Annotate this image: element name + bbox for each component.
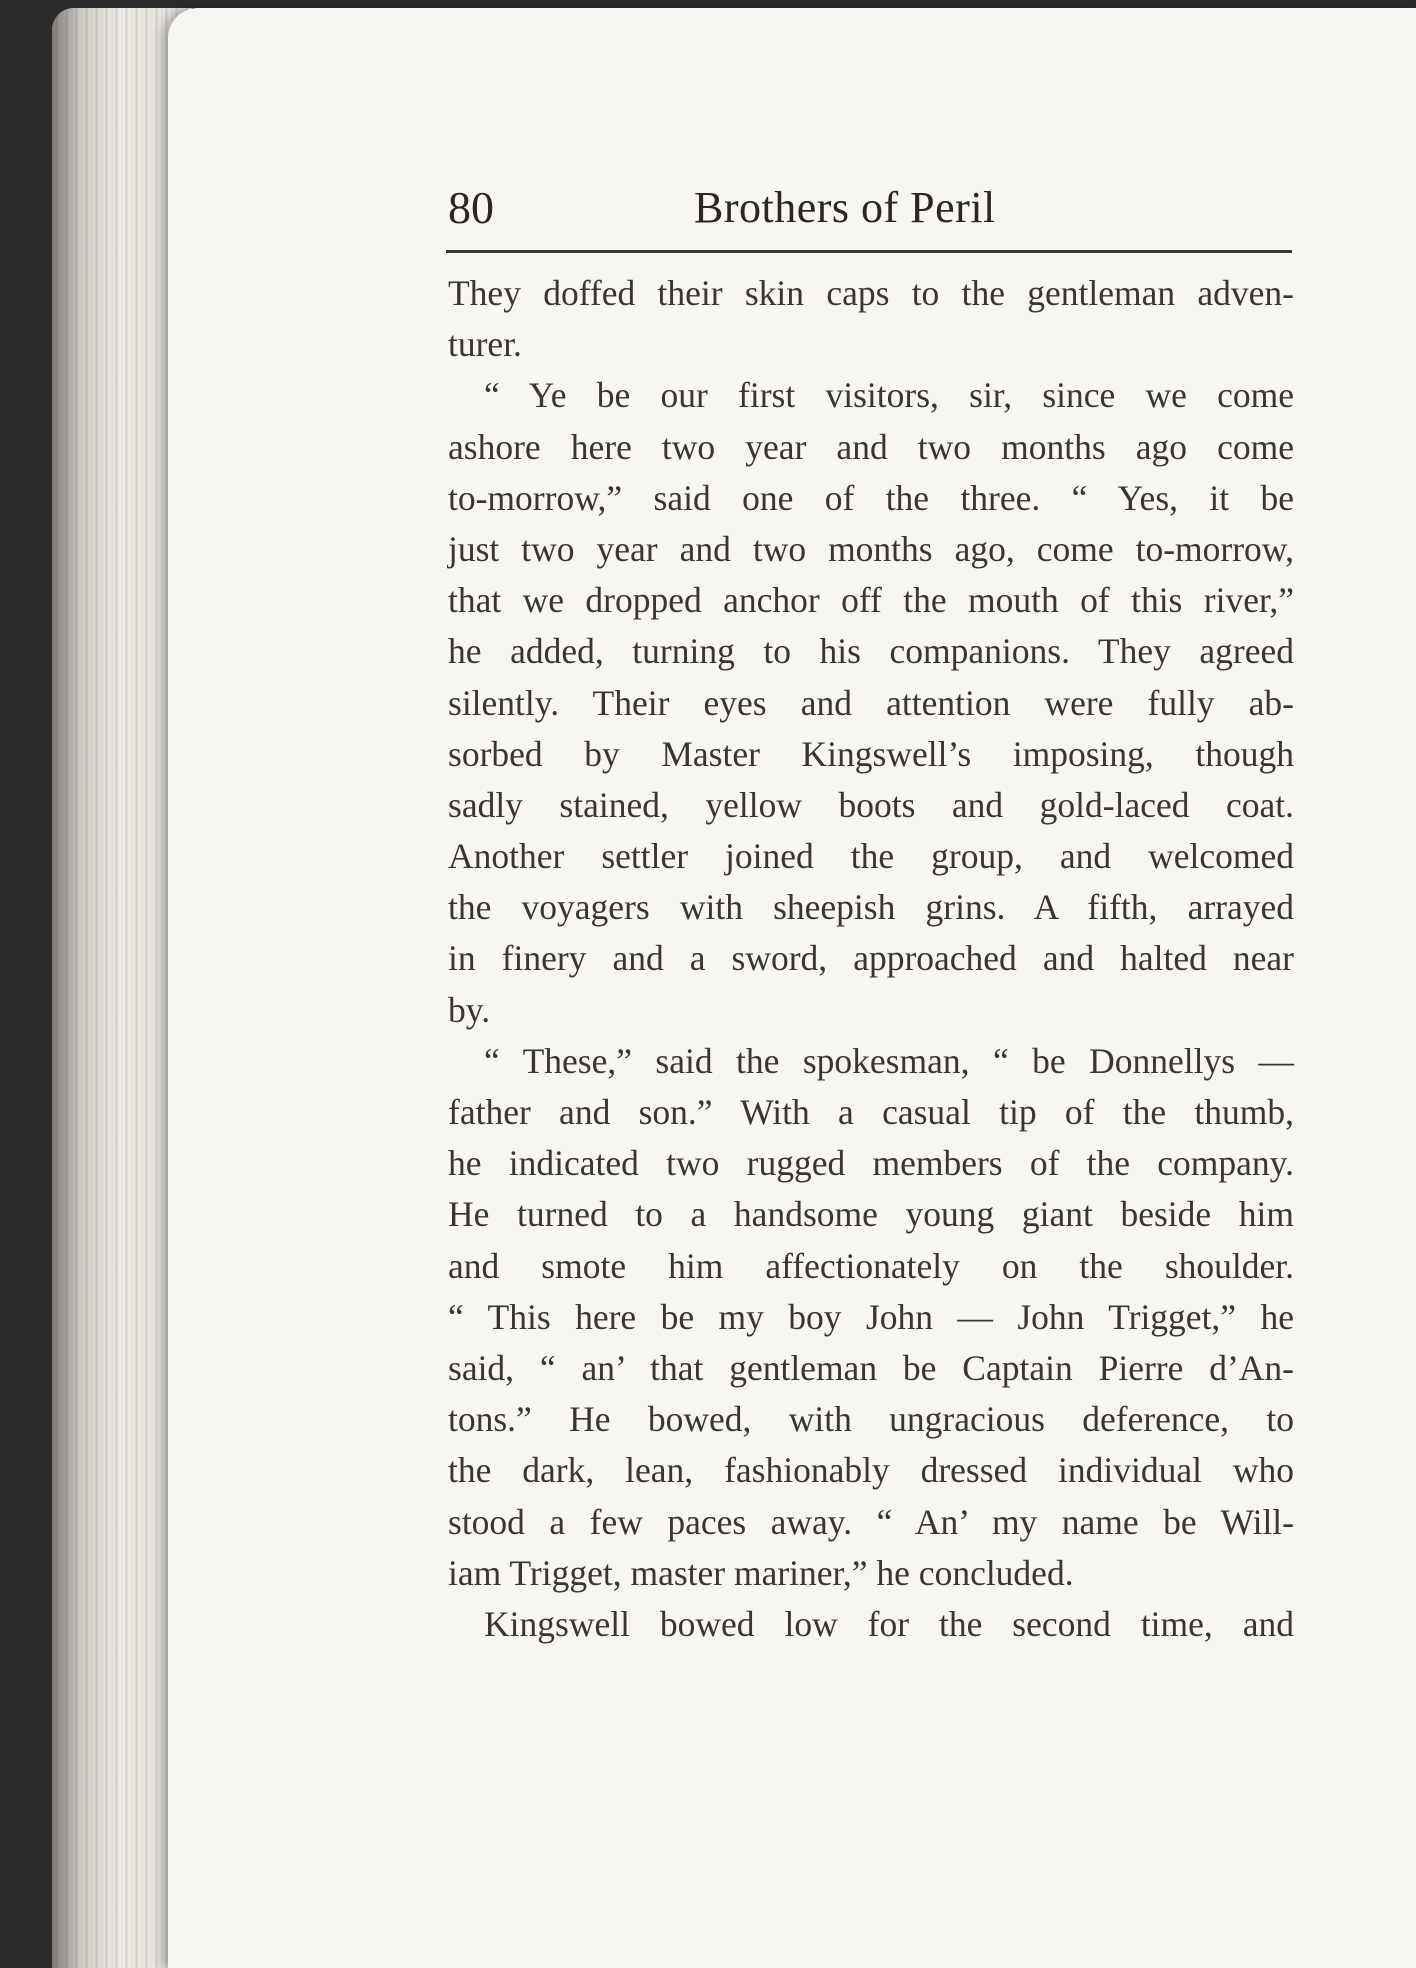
text-line: the dark, lean, fashionably dressed individual who — [448, 1450, 1294, 1491]
text-line: he indicated two rugged members of the company. — [448, 1143, 1294, 1184]
text-line: turer. — [448, 324, 522, 365]
text-line: and smote him affectionately on the shoulder. — [448, 1245, 1294, 1286]
text-line: said, “ an’ that gentleman be Captain Pierre d’An- — [448, 1347, 1294, 1388]
text-line: He turned to a handsome young giant beside him — [448, 1194, 1294, 1235]
text-line: the voyagers with sheepish grins. A fifth, arrayed — [448, 887, 1294, 928]
text-line: by. — [448, 989, 491, 1030]
text-line: to-morrow,” said one of the three. “ Yes, it be — [448, 477, 1294, 518]
text-line: Another settler joined the group, and welcomed — [448, 836, 1294, 877]
text-line: just two year and two months ago, come to-morrow, — [448, 528, 1294, 569]
running-header — [448, 180, 1294, 246]
text-line: silently. Their eyes and attention were fully ab- — [448, 682, 1294, 723]
text-line: stood a few paces away. “ An’ my name be Will- — [448, 1501, 1294, 1542]
text-line: sadly stained, yellow boots and gold-laced coat. — [448, 784, 1294, 825]
text-line: “ These,” said the spokesman, “ be Donnellys — — [484, 1040, 1294, 1081]
page-number: 80 — [448, 182, 494, 233]
text-line: “ Ye be our first visitors, sir, since we come — [484, 375, 1294, 416]
text-line: in finery and a sword, approached and halted near — [448, 938, 1294, 979]
text-line: Kingswell bowed low for the second time, and — [484, 1603, 1294, 1644]
text-line: ashore here two year and two months ago come — [448, 426, 1294, 467]
text-line: iam Trigget, master mariner,” he concluded. — [448, 1552, 1074, 1593]
header-rule — [446, 250, 1292, 253]
text-line: They doffed their skin caps to the gentleman adven- — [448, 273, 1294, 313]
body-text — [448, 268, 1294, 1650]
running-title: Brothers of Peril — [694, 183, 996, 232]
text-line: tons.” He bowed, with ungracious deference, to — [448, 1399, 1294, 1440]
text-line: father and son.” With a casual tip of the thumb, — [448, 1092, 1294, 1132]
text-line: “ This here be my boy John — John Trigget,” he — [448, 1296, 1294, 1337]
text-line: sorbed by Master Kingswell’s imposing, though — [448, 733, 1294, 774]
text-line: that we dropped anchor off the mouth of this river,” — [448, 580, 1294, 621]
text-line: he added, turning to his companions. They agreed — [448, 631, 1294, 672]
